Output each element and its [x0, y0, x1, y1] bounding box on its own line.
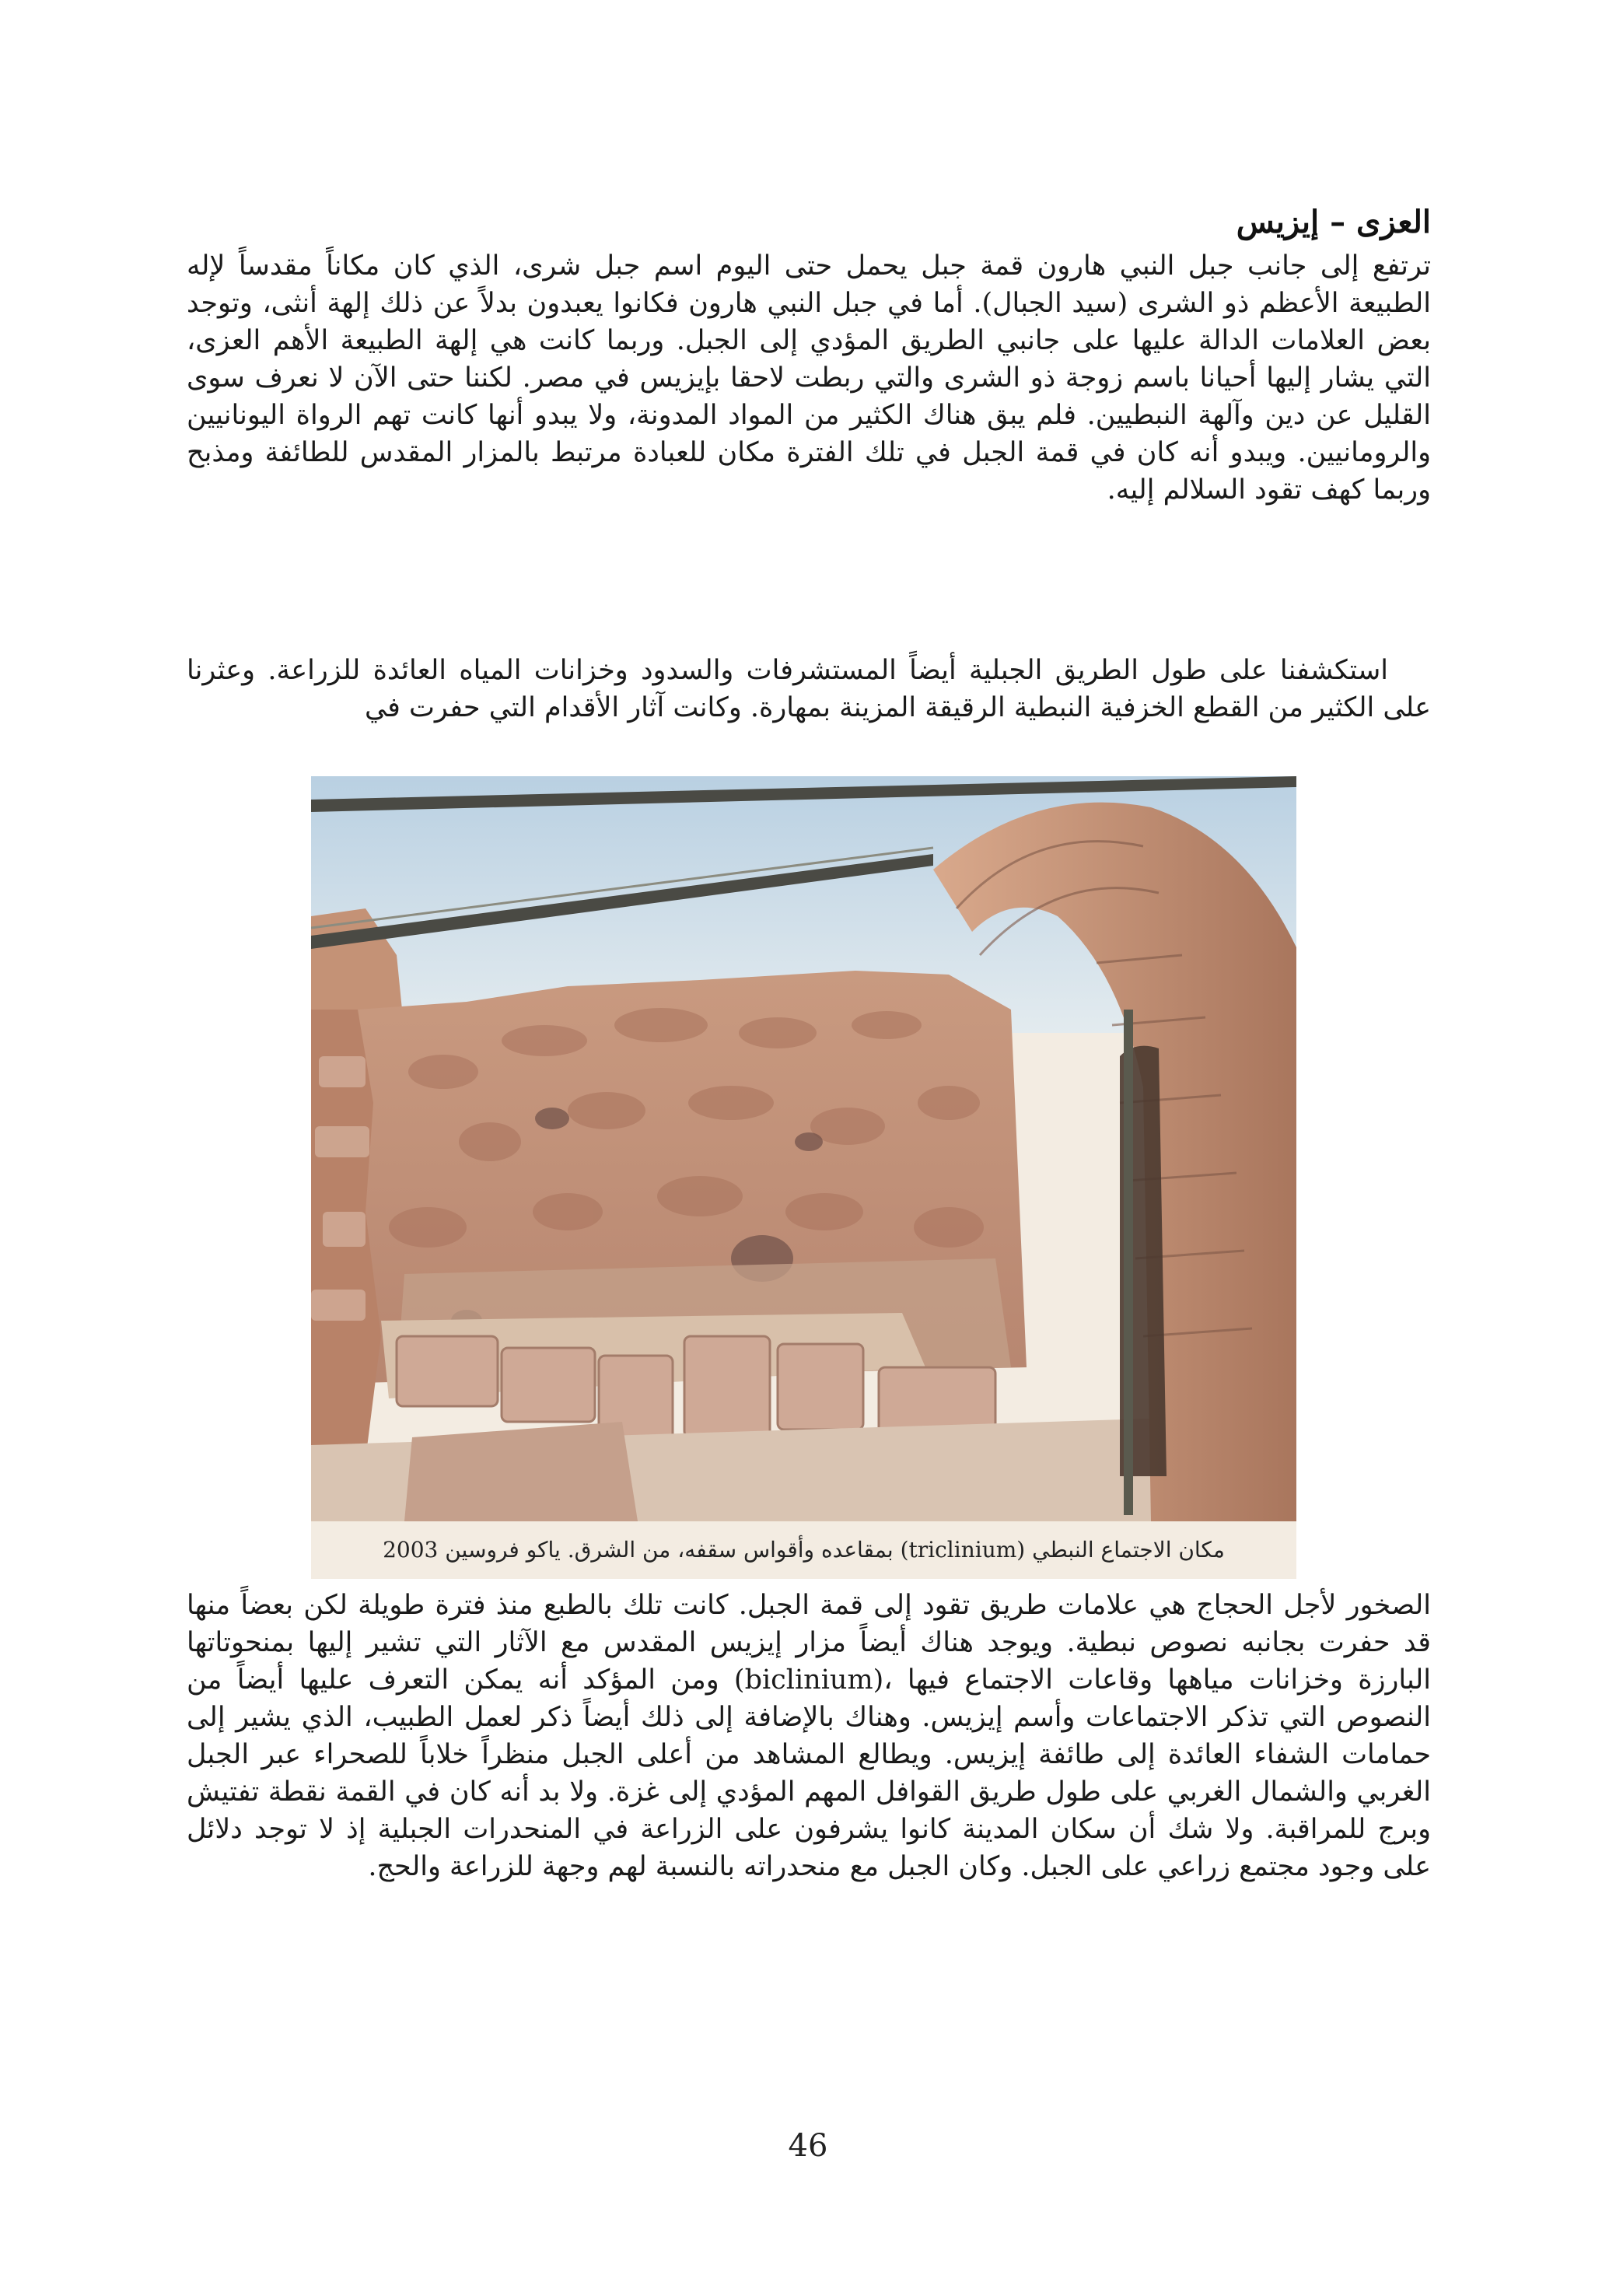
paragraph-intro: ترتفع إلى جانب جبل النبي هارون قمة جبل يحمل حتى اليوم اسم جبل شرى، الذي كان مكاناً مقدساً لإله الطبيعة الأعظم ذو الشرى (سيد الجبال). أما في جبل النبي هارون فكانوا يعبدون بدلاً عن ذلك إلهة أنثى، وتوجد بعض العلامات الدالة عليها على جانبي الطريق المؤدي إلى الجبل. وربما كانت هي إلهة الطبيعة الأهم العزى، التي يشار إليها أحيانا باسم زوجة ذو الشرى والتي ربطت لاحقا بإيزيس في مصر. لكننا حتى الآن لا نعرف سوى القليل عن دين وآلهة النبطيين. فلم يبق هناك الكثير من المواد المدونة، ولا يبدو أنها كانت تهم الرواة اليونانيين والرومانيين. ويبدو أنه كان في قمة الجبل في تلك الفترة مكان للعبادة مرتبط بالمزار المقدس للطائفة ومذبح وربما كهف تقود السلالم إليه.	[187, 250, 1431, 506]
figure-caption: مكان الاجتماع النبطي (triclinium) بمقاعده وأقواس سقفه، من الشرق. ياكو فروسين 2003	[383, 1537, 1225, 1563]
paragraph-pilgrimage: الصخور لأجل الحجاج هي علامات طريق تقود إلى قمة الجبل. كانت تلك بالطبع منذ فترة طويلة لكن بعضاً منها قد حفرت بجانبه نصوص نبطية. ويوجد هناك أيضاً مزار إيزيس المقدس مع الآثار التي تشير إليها بمنحوتاتها البارزة وخزانات مياهها وقاعات الاجتماع فيها ،(biclinium) ومن المؤكد أنه يمكن التعرف عليها أيضاً من النصوص التي تذكر الاجتماعات وأسم إيزيس. وهناك بالإضافة إلى ذلك أيضاً ذكر لعمل الطبيب، الذي يشير إلى حمامات الشفاء العائدة إلى طائفة إيزيس. ويطالع المشاهد من أعلى الجبل منظراً خلاباً للصحراء عبر الجبل الغربي والشمال الغربي على طول طريق القوافل المهم المؤدي إلى غزة. ولا بد أنه كان في القمة نقطة تفتيش وبرج للمراقبة. ولا شك أن سكان المدينة كانوا يشرفون على الزراعة في المنحدرات الجبلية إذ لا توجد دلائل على وجود مجتمع زراعي على الجبل. وكان الجبل مع منحدراته بالنسبة لهم وجهة للزراعة والحج.	[187, 1590, 1431, 1882]
section-heading: العزى – إيزيس	[1236, 204, 1431, 240]
paragraph-exploration: استكشفنا على طول الطريق الجبلية أيضاً المستشرفات والسدود وخزانات المياه العائدة للزراعة. وعثرنا على الكثير من القطع الخزفية النبطية الرقيقة المزينة بمهارة. وكانت آثار الأقدام التي حفرت في	[187, 655, 1431, 723]
page-number: 46	[788, 2128, 828, 2164]
triclinium-photo	[311, 776, 1296, 1521]
figure	[311, 776, 1296, 1579]
